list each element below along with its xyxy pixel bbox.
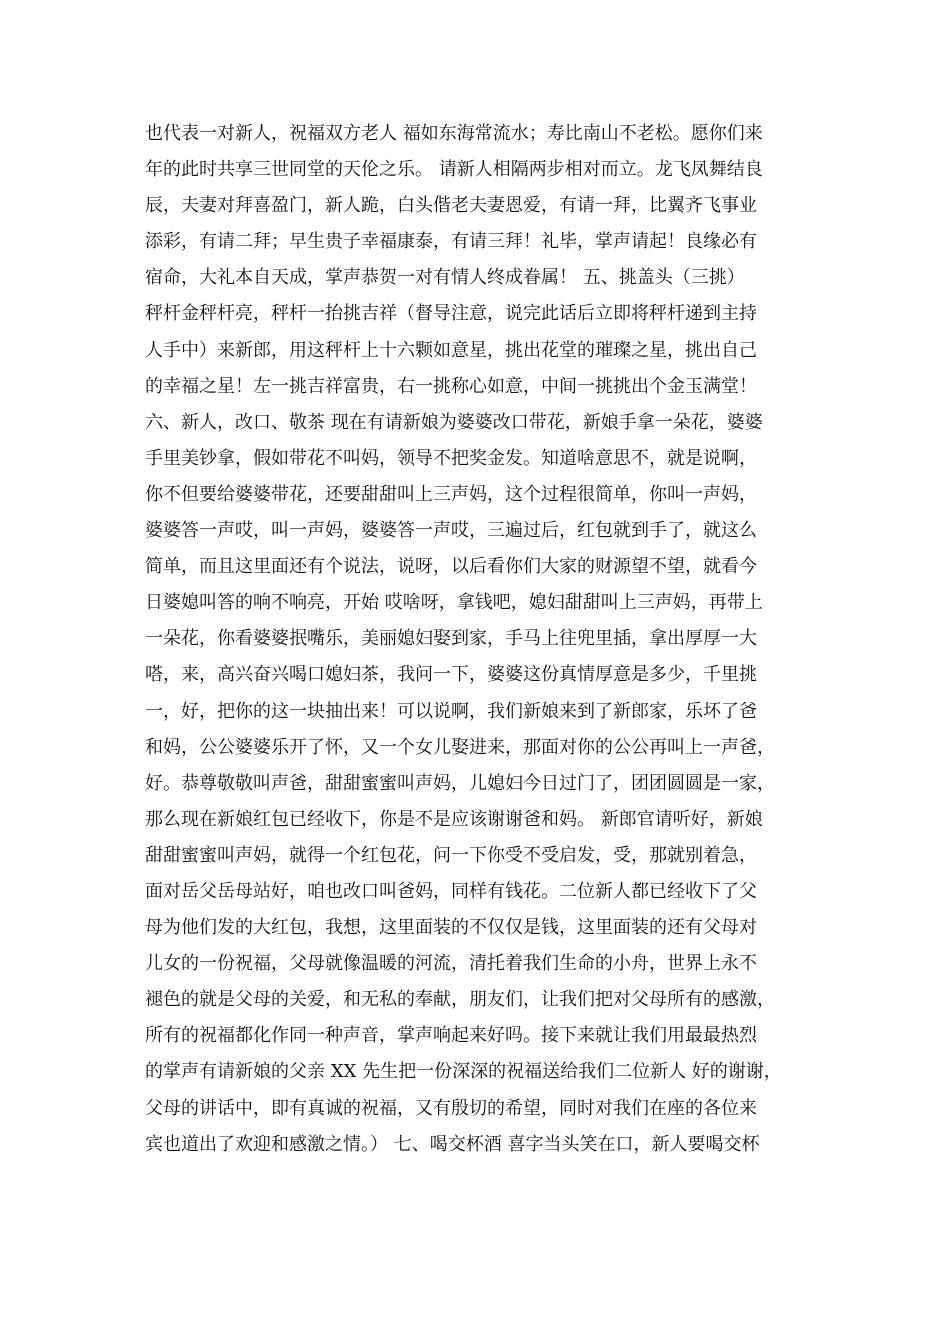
text-line: 面对岳父岳母站好，咱也改口叫爸妈，同样有钱花。二位新人都已经收下了父 [145,880,757,902]
text-line: 好。恭尊敬敬叫声爸，甜甜蜜蜜叫声妈，儿媳妇今日过门了，团团圆圆是一家， [145,772,775,794]
text-line: 甜甜蜜蜜叫声妈，就得一个红包花，问一下你受不受启发，受，那就别着急， [145,844,757,866]
text-line: 的幸福之星！左一挑吉祥富贵，右一挑称心如意，中间一挑挑出个金玉满堂！ [145,375,757,397]
text-line: 宾也道出了欢迎和感激之情。） 七、喝交杯酒 喜字当头笑在口，新人要喝交杯 [145,1133,760,1155]
body-text [145,116,815,1163]
text-line: 儿女的一份祝福，父母就像温暖的河流，清托着我们生命的小舟，世界上永不 [145,953,757,975]
text-line: 辰，夫妻对拜喜盈门，新人跪，白头偕老夫妻恩爱，有请一拜，比翼齐飞事业 [145,195,757,217]
text-line: 人手中）来新郎，用这秤杆上十六颗如意星，挑出花堂的璀璨之星，挑出自己 [145,339,757,361]
text-line: 也代表一对新人，祝福双方老人 福如东海常流水；寿比南山不老松。愿你们来 [145,123,763,144]
text-line: 褪色的就是父母的关爱，和无私的奉献，朋友们，让我们把对父母所有的感激， [145,989,775,1011]
text-line: 婆婆答一声哎，叫一声妈，婆婆答一声哎，三遍过后，红包就到手了，就这么 [145,520,757,542]
text-line: 母为他们发的大红包，我想，这里面装的不仅仅是钱，这里面装的还有父母对 [145,917,757,939]
text-line: 一，好，把你的这一块抽出来！可以说啊，我们新娘来到了新郎家，乐坏了爸 [145,700,757,722]
text-line: 宿命，大礼本自天成，掌声恭贺一对有情人终成眷属！ 五、挑盖头（三挑） [145,267,745,289]
text-line: 六、新人，改口、敬茶 现在有请新娘为婆婆改口带花，新娘手拿一朵花，婆婆 [145,411,763,433]
text-line: 的掌声有请新娘的父亲 XX 先生把一份深深的祝福送给我们二位新人 好的谢谢， [145,1061,782,1083]
text-line: 嗒，来，高兴奋兴喝口媳妇茶，我问一下，婆婆这份真情厚意是多少，千里挑 [145,664,757,686]
text-line: 添彩，有请二拜；早生贵子幸福康泰，有请三拜！礼毕，掌声请起！良缘必有 [145,231,757,253]
text-line: 所有的祝福都化作同一种声音，掌声响起来好吗。接下来就让我们用最最热烈 [145,1025,757,1047]
text-line: 那么现在新娘红包已经收下，你是不是应该谢谢爸和妈。 新郎官请听好，新娘 [145,808,763,830]
text-line: 秤杆金秤杆亮，秤杆一抬挑吉祥（督导注意，说完此话后立即将秤杆递到主持 [145,303,757,325]
text-line: 和妈，公公婆婆乐开了怀，又一个女儿娶进来，那面对你的公公再叫上一声爸， [145,736,775,758]
text-line: 年的此时共享三世同堂的天伦之乐。 请新人相隔两步相对而立。龙飞凤舞结良 [145,159,763,181]
text-line: 父母的讲话中，即有真诚的祝福，又有殷切的希望，同时对我们在座的各位来 [145,1097,757,1119]
text-line: 日婆媳叫答的响不响亮，开始 哎啥呀，拿钱吧，媳妇甜甜叫上三声妈，再带上 [145,592,763,614]
text-line: 一朵花，你看婆婆抿嘴乐，美丽媳妇娶到家，手马上往兜里插，拿出厚厚一大 [145,628,757,650]
text-line: 手里美钞拿，假如带花不叫妈，领导不把奖金发。知道啥意思不，就是说啊， [145,447,757,469]
text-line: 你不但要给婆婆带花，还要甜甜叫上三声妈，这个过程很简单，你叫一声妈， [145,483,757,505]
text-line: 简单，而且这里面还有个说法，说呀，以后看你们大家的财源望不望，就看今 [145,556,757,578]
